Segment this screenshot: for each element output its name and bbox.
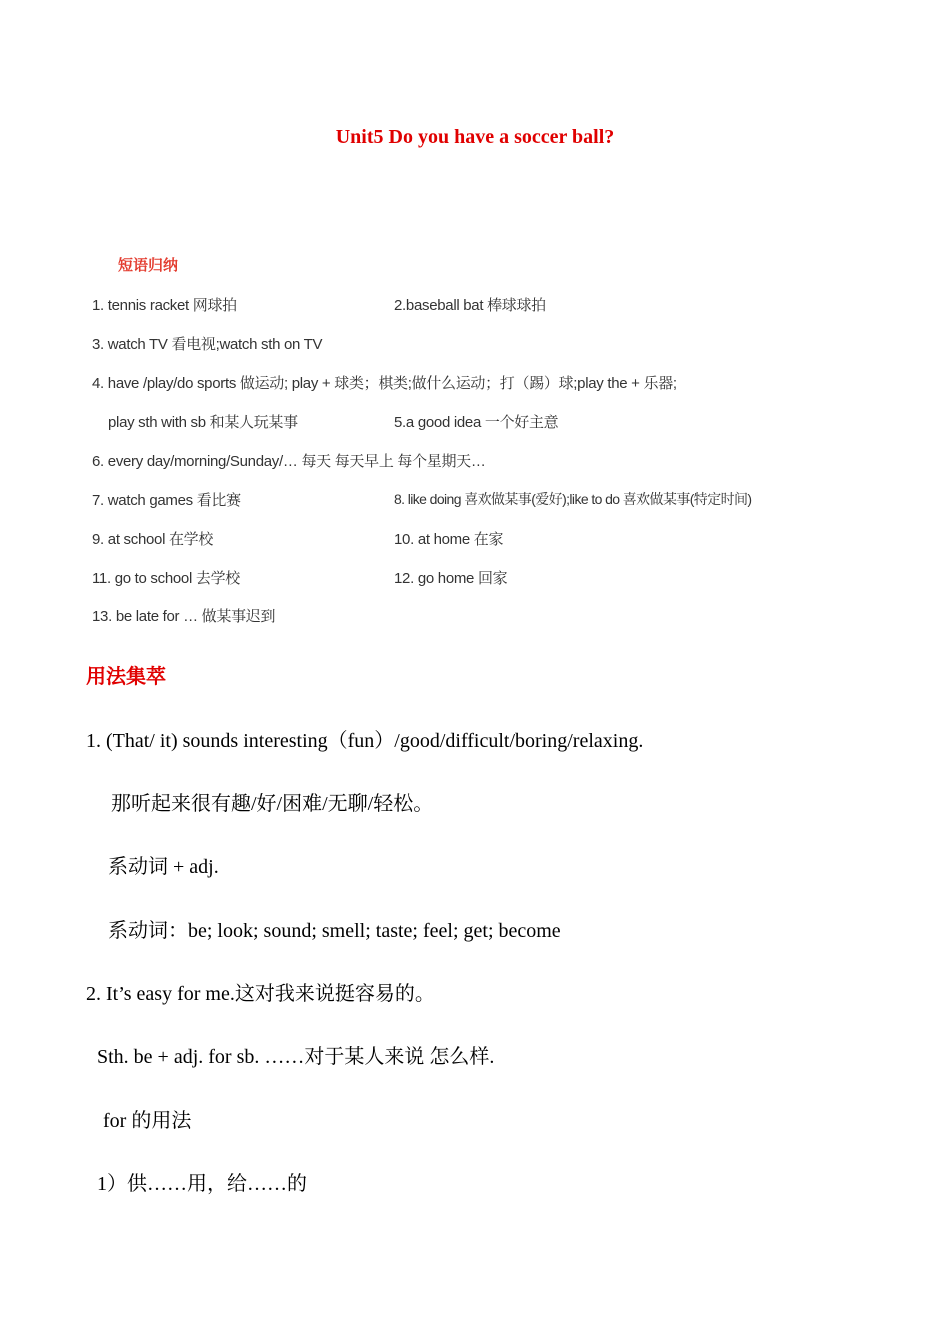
phrase-item: 5.a good idea 一个好主意	[394, 414, 559, 431]
usage-line: 2. It’s easy for me.这对我来说挺容易的。	[86, 983, 435, 1005]
phrase-item: 6. every day/morning/Sunday/… 每天 每天早上 每个星期天…	[92, 453, 486, 470]
phrase-item: 12. go home 回家	[394, 570, 508, 587]
phrase-item: 9. at school 在学校	[92, 531, 214, 548]
usage-line: Sth. be + adj. for sb. ……对于某人来说 怎么样.	[97, 1046, 495, 1068]
phrase-heading: 短语归纳	[118, 256, 179, 274]
phrase-summary-image	[86, 248, 866, 633]
phrase-item: 4. have /play/do sports 做运动; play + 球类；棋类;做什么运动；打（踢）球;play the + 乐器;	[92, 375, 677, 392]
phrase-item: 2.baseball bat 棒球球拍	[394, 297, 546, 314]
phrase-item: 13. be late for … 做某事迟到	[92, 608, 276, 625]
usage-line: 系动词：be; look; sound; smell; taste; feel; get; become	[108, 920, 561, 942]
usage-line: 系动词 + adj.	[108, 856, 219, 878]
usage-line: 1）供……用，给……的	[97, 1173, 307, 1195]
phrase-item: 11. go to school 去学校	[92, 570, 240, 587]
phrase-item: 7. watch games 看比赛	[92, 492, 241, 509]
phrase-item: 10. at home 在家	[394, 531, 504, 548]
usage-heading: 用法集萃	[86, 664, 166, 688]
phrase-item: 1. tennis racket 网球拍	[92, 297, 237, 314]
phrase-item: play sth with sb 和某人玩某事	[108, 414, 298, 431]
phrase-item: 8. like doing 喜欢做某事(爱好);like to do 喜欢做某事(特定时间)	[394, 491, 752, 507]
usage-line: 1. (That/ it) sounds interesting（fun）/good/difficult/boring/relaxing.	[86, 730, 644, 752]
usage-line: for 的用法	[103, 1110, 192, 1132]
page-title: Unit5 Do you have a soccer ball?	[335, 126, 615, 148]
phrase-item: 3. watch TV 看电视;watch sth on TV	[92, 336, 323, 353]
usage-line: 那听起来很有趣/好/困难/无聊/轻松。	[111, 793, 434, 815]
